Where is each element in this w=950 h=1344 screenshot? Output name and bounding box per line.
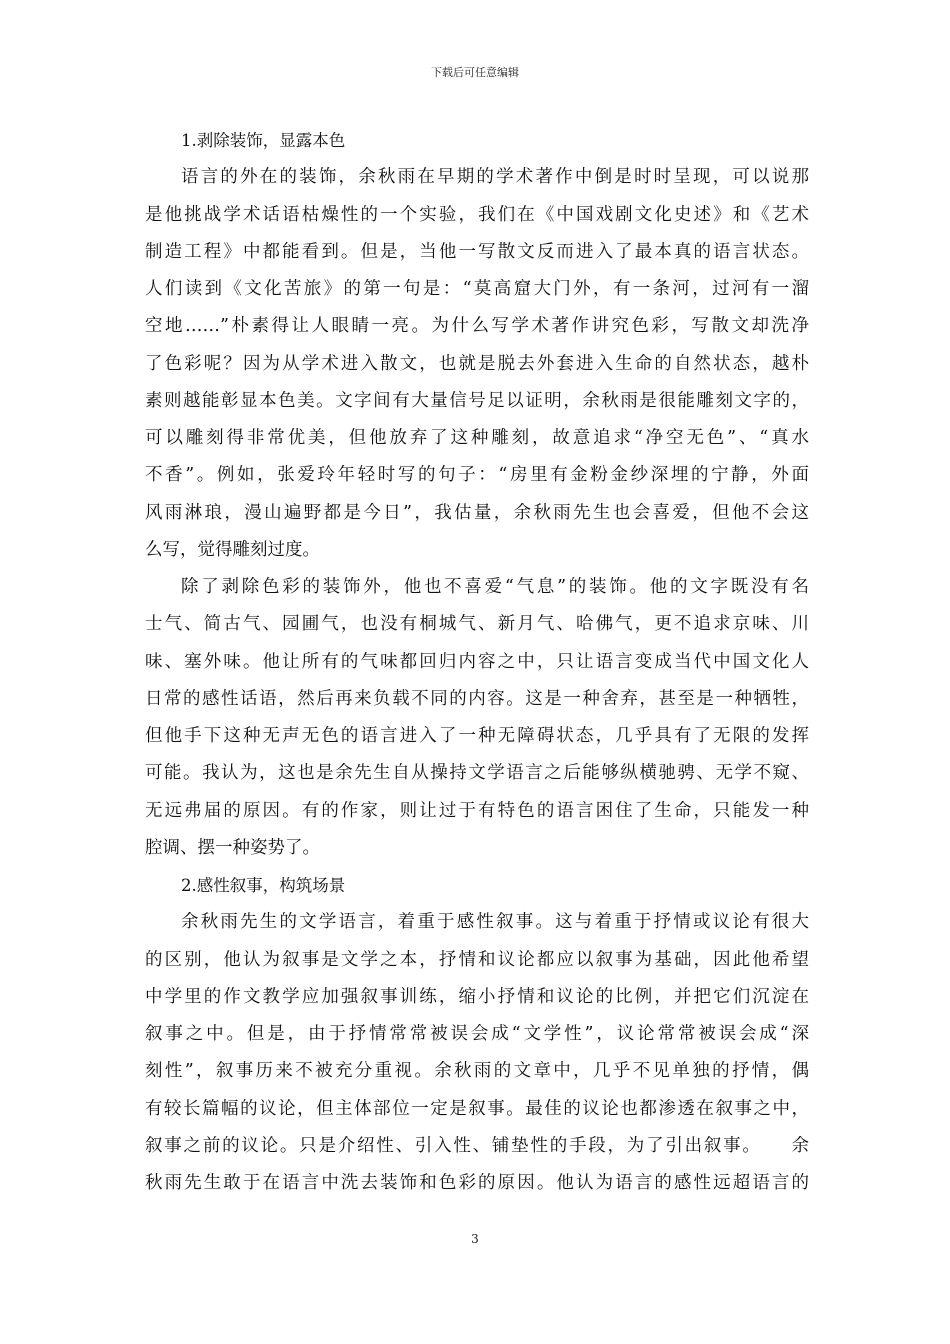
page-number: 3	[471, 1232, 479, 1246]
paragraph-line-last: 么写，觉得雕刻过度。	[145, 539, 320, 560]
paragraph-line: 除了剥除色彩的装饰外，他也不喜爱“气息”的装饰。他的文字既没有名	[181, 577, 809, 597]
paragraph-line: 叙事之前的议论。只是介绍性、引入性、铺垫性的手段，为了引出叙事。 余	[145, 1135, 809, 1156]
paragraph-line: 有较长篇幅的议论，但主体部位一定是叙事。最佳的议论也都渗透在叙事之中，	[145, 1098, 809, 1119]
paragraph-line: 不香”。例如，张爱玲年轻时写的句子：“房里有金粉金纱深埋的宁静，外面	[145, 465, 809, 486]
paragraph-line: 制造工程》中都能看到。但是，当他一写散文反而进入了最本真的语言状态。	[145, 241, 809, 262]
paragraph-line: 余秋雨先生的文学语言，着重于感性叙事。这与着重于抒情或议论有很大	[181, 912, 809, 933]
paragraph-line: 语言的外在的装饰，余秋雨在早期的学术著作中倒是时时呈现，可以说那	[181, 167, 809, 188]
paragraph-line: 士气、简古气、园圃气，也没有桐城气、新月气、哈佛气，更不追求京味、川	[145, 614, 809, 635]
paragraph-line: 但他手下这种无声无色的语言进入了一种无障碍状态，几乎具有了无限的发挥	[145, 726, 809, 746]
document-body	[145, 122, 809, 1202]
paragraph-line: 素则越能彰显本色美。文字间有大量信号足以证明，余秋雨是很能雕刻文字的，	[145, 390, 809, 411]
section-heading: 2.感性叙事，构筑场景	[181, 876, 346, 895]
paragraph-line: 秋雨先生敢于在语言中洗去装饰和色彩的原因。他认为语言的感性远超语言的	[145, 1173, 809, 1193]
paragraph-line: 是他挑战学术话语枯燥性的一个实验，我们在《中国戏剧文化史述》和《艺术	[145, 204, 809, 225]
page-header: 下载后可任意编辑	[431, 66, 519, 79]
paragraph-line: 刻性”，叙事历来不被充分重视。余秋雨的文章中，几乎不见单独的抒情，偶	[145, 1061, 809, 1082]
paragraph-line: 中学里的作文教学应加强叙事训练，缩小抒情和议论的比例，并把它们沉淀在	[145, 986, 809, 1007]
paragraph-line: 叙事之中。但是，由于抒情常常被误会成“文学性”，议论常常被误会成“深	[145, 1024, 809, 1044]
paragraph-line: 日常的感性话语，然后再来负载不同的内容。这是一种舍弃，甚至是一种牺牲，	[145, 688, 809, 709]
paragraph-line: 无远弗届的原因。有的作家，则让过于有特色的语言困住了生命，只能发一种	[145, 800, 809, 821]
section-heading: 1.剥除装饰，显露本色	[181, 131, 346, 150]
paragraph-line: 可能。我认为，这也是余先生自从操持文学语言之后能够纵横驰骋、无学不窥、	[145, 763, 809, 784]
paragraph-line: 了色彩呢？因为从学术进入散文，也就是脱去外套进入生命的自然状态，越朴	[145, 353, 809, 374]
paragraph-line: 可以雕刻得非常优美，但他放弃了这种雕刻，故意追求“净空无色”、“真水	[145, 428, 809, 448]
paragraph-line: 味、塞外味。他让所有的气味都回归内容之中，只让语言变成当代中国文化人	[145, 651, 809, 672]
paragraph-line: 风雨淋琅，漫山遍野都是今日”，我估量，余秋雨先生也会喜爱，但他不会这	[145, 502, 809, 523]
paragraph-line-last: 腔调、摆一种姿势了。	[145, 837, 320, 858]
paragraph-line: 的区别，他认为叙事是文学之本，抒情和议论都应以叙事为基础，因此他希望	[145, 949, 809, 970]
paragraph-line: 人们读到《文化苦旅》的第一句是：“莫高窟大门外，有一条河，过河有一溜	[145, 279, 809, 299]
paragraph-line: 空地……”朴素得让人眼睛一亮。为什么写学术著作讲究色彩，写散文却洗净	[145, 316, 809, 337]
